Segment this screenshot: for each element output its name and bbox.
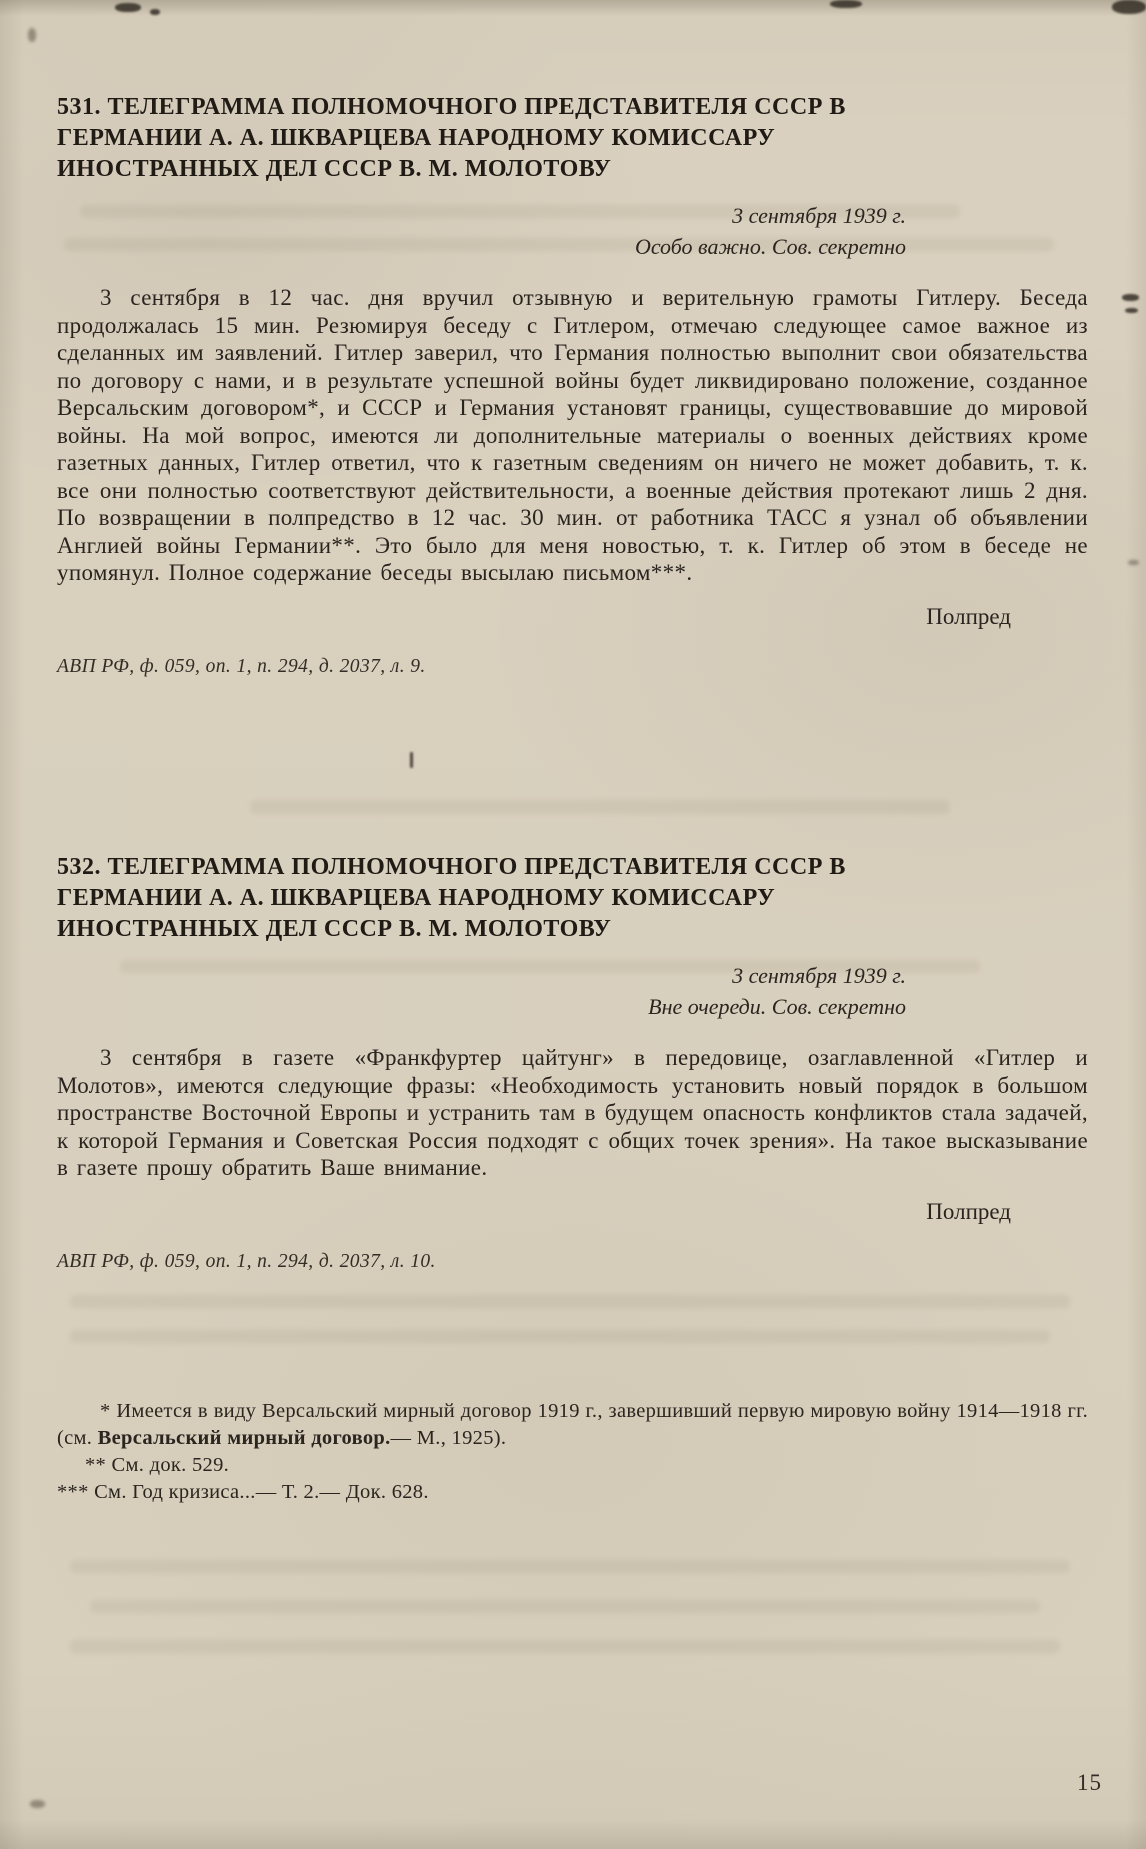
scan-artifact <box>1112 0 1146 14</box>
document-531-date: 3 сентября 1939 г. <box>732 203 906 228</box>
footnote-2: ** См. док. 529. <box>85 1454 230 1476</box>
document-532-archive-reference: АВП РФ, ф. 059, оп. 1, п. 294, д. 2037, л. 10. <box>57 1250 436 1272</box>
scan-artifact <box>1122 294 1139 301</box>
page-showthrough <box>70 1295 1070 1308</box>
page-showthrough <box>90 1600 1040 1613</box>
scan-artifact <box>1125 308 1138 313</box>
page-number: 15 <box>1077 1770 1102 1795</box>
page-showthrough <box>70 1640 1060 1653</box>
document-532 <box>57 852 1088 1273</box>
document-532-signature: Полпред <box>926 1198 1011 1224</box>
heading-line: 531. ТЕЛЕГРАММА ПОЛНОМОЧНОГО ПРЕДСТАВИТЕЛЯ СССР В <box>57 94 846 120</box>
scan-artifact <box>150 9 160 15</box>
scan-artifact <box>1128 560 1139 565</box>
document-531-body: 3 сентября в 12 час. дня вручил отзывную и верительную грамоты Гитлеру. Беседа продолжалась 15 мин. Резюмируя беседу с Гитлером, отмечаю следующее самое важное из сделанных им заявлений. Гитлер заверил, что Германия полностью выполнит свои обязательства по договору с нами, и в результате успешной войны будет ликвидировано положение, созданное Версальским договором*, и СССР и Германия установят границы, существовавшие до мировой войны. На мой вопрос, имеются ли дополнительные материалы о военных действиях кроме газетных данных, Гитлер ответил, что к газетным сведениям он ничего не может добавить, т. к. все они полностью соответствуют действительности, а военные действия протекают лишь 2 дня. По возвращении в полпредство в 12 час. 30 мин. от работника ТАСС я узнал об объявлении Англией войны Германии**. Это было для меня новостью, т. к. Гитлер об этом в беседе не упомянул. Полное содержание беседы высылаю письмом***. <box>57 285 1088 585</box>
scan-artifact <box>115 3 141 12</box>
document-531-classification: Особо важно. Сов. секретно <box>634 234 906 259</box>
footnote-1-book-title: Версальский мирный договор. <box>97 1427 391 1449</box>
document-531-signature: Полпред <box>926 603 1011 629</box>
document-532-heading <box>57 852 1088 945</box>
page-showthrough <box>70 1330 1050 1343</box>
document-531-meta <box>57 200 1088 262</box>
page-showthrough <box>70 1560 1070 1573</box>
document-532-meta <box>57 960 1088 1022</box>
footnote-1 <box>57 1398 1088 1452</box>
scan-artifact <box>830 0 862 8</box>
document-532-classification: Вне очереди. Сов. секретно <box>648 994 906 1019</box>
page-showthrough <box>250 800 950 814</box>
footnotes-block <box>57 1398 1088 1506</box>
heading-line: 532. ТЕЛЕГРАММА ПОЛНОМОЧНОГО ПРЕДСТАВИТЕЛЯ СССР В <box>57 854 846 880</box>
heading-line: ИНОСТРАННЫХ ДЕЛ СССР В. М. МОЛОТОВУ <box>57 916 612 942</box>
footnote-1-text: * Имеется в виду Версальский мирный договор 1919 г., завершивший первую мировую войну 1914—1918 гг. (см. <box>57 1400 1088 1449</box>
footnote-1-tail: — М., 1925). <box>390 1427 507 1449</box>
scan-artifact <box>410 752 413 768</box>
heading-line: ИНОСТРАННЫХ ДЕЛ СССР В. М. МОЛОТОВУ <box>57 156 612 182</box>
document-532-body: 3 сентября в газете «Франкфуртер цайтунг» в передовице, озаглавленной «Гитлер и Молотов», имеются следующие фразы: «Необходимость установить новый порядок в большом пространстве Восточной Европы и устранить там в будущем опасность конфликтов стала задачей, к которой Германия и Советская Россия подходят с общих точек зрения». На такое высказывание в газете прошу обратить Ваше внимание. <box>57 1045 1088 1180</box>
footnote-3: *** См. Год кризиса...— Т. 2.— Док. 628. <box>57 1481 429 1503</box>
heading-line: ГЕРМАНИИ А. А. ШКВАРЦЕВА НАРОДНОМУ КОМИССАРУ <box>57 125 776 151</box>
document-532-date: 3 сентября 1939 г. <box>732 963 906 988</box>
heading-line: ГЕРМАНИИ А. А. ШКВАРЦЕВА НАРОДНОМУ КОМИССАРУ <box>57 885 776 911</box>
scan-artifact <box>30 1800 45 1808</box>
document-531-archive-reference: АВП РФ, ф. 059, оп. 1, п. 294, д. 2037, л. 9. <box>57 655 426 677</box>
document-531 <box>57 92 1088 678</box>
scan-artifact <box>28 28 36 42</box>
document-531-heading <box>57 92 1088 185</box>
